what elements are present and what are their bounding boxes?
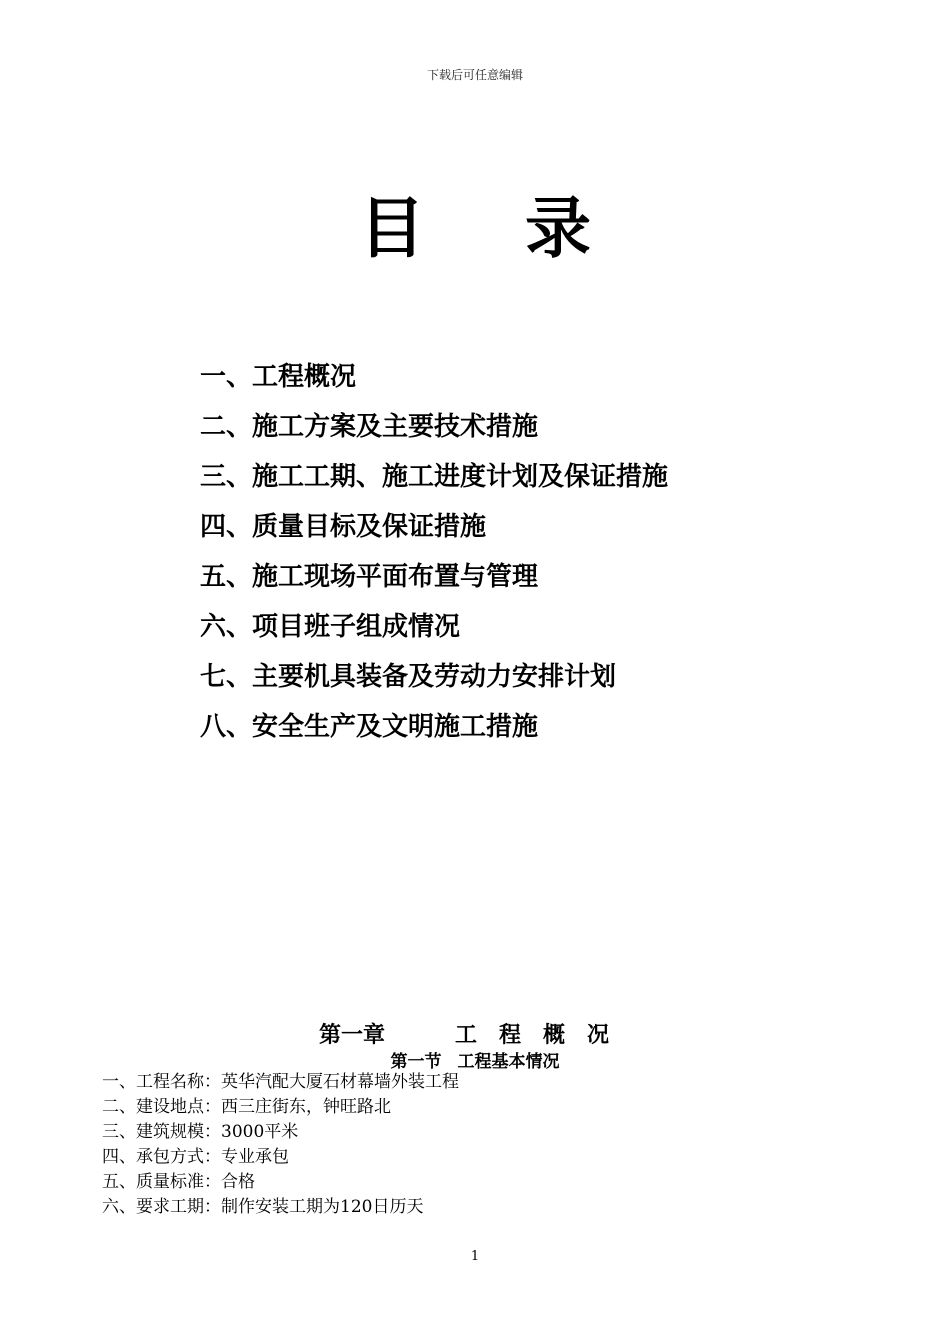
- section-number: 第一节: [390, 1052, 442, 1072]
- toc-item: 七、主要机具装备及劳动力安排计划: [200, 662, 617, 692]
- page-number: 1: [470, 1249, 480, 1264]
- section-title: [0, 1047, 950, 1072]
- chapter-number: 第一章: [318, 1023, 385, 1048]
- header-note: 下载后可任意编辑: [426, 68, 523, 82]
- toc-list: [200, 352, 668, 752]
- info-line: 六、要求工期：制作安装工期为120日历天: [102, 1197, 424, 1217]
- chapter-name: 工程概况: [455, 1023, 632, 1048]
- toc-title: [0, 190, 950, 267]
- info-line: 五、质量标准：合格: [102, 1172, 255, 1192]
- info-line: 三、建筑规模：3000平米: [102, 1122, 299, 1142]
- toc-title-char-1: 目: [359, 190, 425, 267]
- toc-item: 五、施工现场平面布置与管理: [200, 562, 539, 592]
- info-line: 一、工程名称：英华汽配大厦石材幕墙外装工程: [102, 1072, 459, 1092]
- toc-item: 二、施工方案及主要技术措施: [200, 412, 539, 442]
- project-info-list: [102, 1070, 459, 1220]
- toc-item: 四、质量目标及保证措施: [200, 512, 487, 542]
- toc-item: 六、项目班子组成情况: [200, 612, 461, 642]
- toc-item: 八、安全生产及文明施工措施: [200, 712, 539, 742]
- toc-title-char-2: 录: [525, 190, 591, 267]
- chapter-title: [0, 1018, 950, 1049]
- toc-item: 三、施工工期、施工进度计划及保证措施: [200, 462, 669, 492]
- info-line: 四、承包方式：专业承包: [102, 1147, 289, 1167]
- toc-item: 一、工程概况: [200, 362, 357, 392]
- section-name: 工程基本情况: [457, 1052, 560, 1072]
- info-line: 二、建设地点：西三庄街东，钟旺路北: [102, 1097, 391, 1117]
